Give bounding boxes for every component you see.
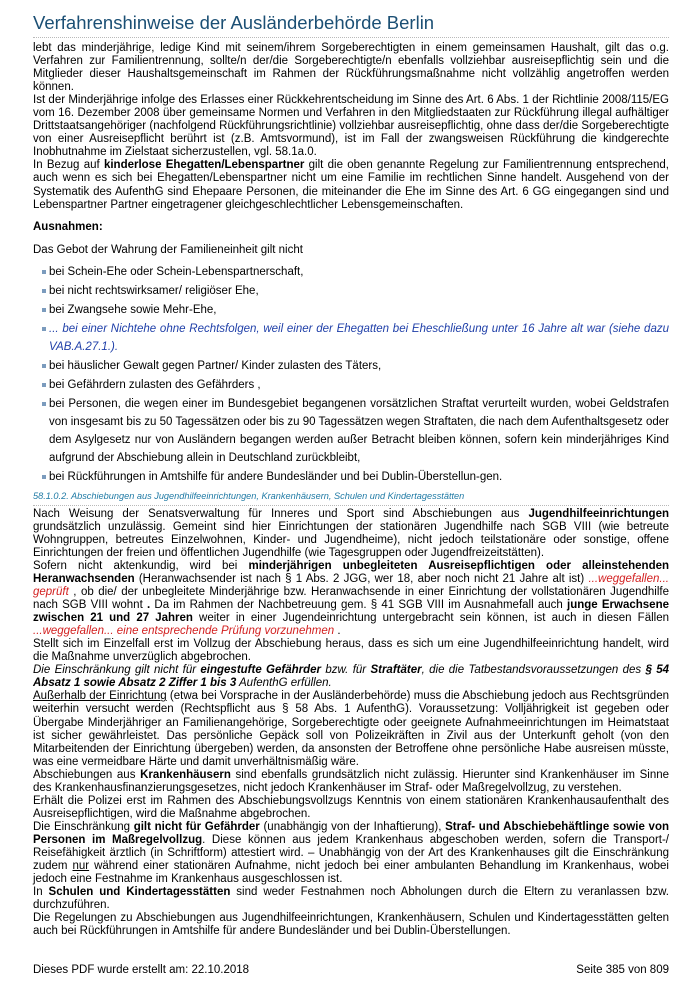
text: sind ebenfalls grundsätzlich nicht zulässig. Hierunter sind Krankenhäuser im Sinne des Krankenhausfinanzierungsgesetzes, nicht jedoch Krankenhäuser im Straf- oder Maßregelvollzug, zu verstehen. xyxy=(33,768,670,794)
gebot-text: Das Gebot der Wahrung der Familieneinheit gilt nicht xyxy=(33,243,303,256)
text: Da im Rahmen der Nachbetreuung gem. § 41 SGB VIII im Ausnahmefall auch xyxy=(150,599,567,612)
bold-text: Krankenhäusern xyxy=(140,768,231,781)
removed-note: ...weggefallen... eine entsprechende Prüfung vorzunehmen xyxy=(33,625,335,638)
list-item xyxy=(33,376,669,394)
footer-created-date: Dieses PDF wurde erstellt am: 22.10.2018 xyxy=(33,964,250,976)
list-item xyxy=(33,357,669,375)
bold-text: junge Erwachsene zwischen 21 und 27 Jahren xyxy=(33,599,669,625)
text: während einer stationären Aufnahme, nicht jedoch bei einer ambulanten Behandlung im Krankenhaus, wobei jedoch eine Festnahme im Krankenhaus ausgeschlossen ist. xyxy=(33,860,669,886)
bullet-square-icon xyxy=(42,289,46,293)
text: sind weder Festnahmen noch Abholungen durch die Eltern zu veranlassen bzw. durchzuführen. xyxy=(33,886,669,912)
text: Abschiebungen aus xyxy=(33,768,141,781)
text: gilt die oben genannte Regelung zur Familientrennung entsprechend, auch wenn es sich bei Ehegatten/Lebenspartner nicht um eine Familie im rechtlichen Sinne handelt. Ausgehend von der Systematik des AufenthG sind Ehepaare Personen, die miteinander die Ehe im Sinne des Art. 6 GG eingegangen sind und Lebenspartner Partner eingetragener gleichgeschlechtlicher Lebensgemeinschaften. xyxy=(33,159,669,211)
section-paragraph xyxy=(33,560,669,638)
list-item xyxy=(33,395,669,467)
text: AufenthG erfüllen. xyxy=(236,677,332,690)
bold-text: minderjährigen unbegleiteten Ausreisepflichtigen oder alleinstehenden Heranwachsenden xyxy=(33,559,670,585)
bullet-square-icon xyxy=(42,308,46,312)
section-paragraph xyxy=(33,821,669,886)
bold-text: § 54 Absatz 1 sowie Absatz 2 Ziffer 1 bis 3 xyxy=(33,664,669,690)
document-body xyxy=(33,42,669,938)
bullet-square-icon xyxy=(42,270,46,274)
text: . xyxy=(334,625,341,638)
bullet-square-icon xyxy=(42,383,46,387)
text: bzw. für xyxy=(321,664,371,677)
list-item-text: bei Rückführungen in Amtshilfe für andere Bundesländer und bei Dublin-Überstellun-gen. xyxy=(49,470,503,483)
text: Sofern nicht aktenkundig, wird bei xyxy=(33,559,249,572)
list-item-text: bei nicht rechtswirksamer/ religiöser Ehe, xyxy=(49,284,259,297)
section-paragraph: Die Regelungen zu Abschiebungen aus Jugendhilfeeinrichtungen, Krankenhäusern, Schulen und Kindertagesstätten gelten auch bei Rückführungen in Amtshilfe für andere Bundesländer und bei Dublin-Überstellungen. xyxy=(33,912,669,938)
section-paragraph xyxy=(33,886,669,912)
section-paragraph xyxy=(33,769,669,795)
bold-text: Jugendhilfeeinrichtungen xyxy=(528,507,669,520)
text: In Bezug auf xyxy=(33,159,104,172)
list-item xyxy=(33,282,669,300)
list-item-text: bei Zwangsehe sowie Mehr-Ehe, xyxy=(49,303,217,316)
list-item-text: bei Schein-Ehe oder Schein-Lebenspartnerschaft, xyxy=(49,265,304,278)
bullet-square-icon xyxy=(42,327,46,331)
removed-note: ...weggefallen... geprüft xyxy=(33,572,669,599)
section-paragraph: Erhält die Polizei erst im Rahmen des Abschiebungsvollzugs Kenntnis von einem stationären Krankenhausaufenthalt des Ausreisepflichtigen, wird die Maßnahme abgebrochen. xyxy=(33,794,669,820)
text: Die Einschränkung gilt nicht für xyxy=(33,664,201,677)
section-paragraph xyxy=(33,664,669,690)
text: In xyxy=(33,886,49,899)
list-item xyxy=(33,468,669,486)
text: Nach Weisung der Senatsverwaltung für Inneres und Sport sind Abschiebungen aus xyxy=(33,507,529,520)
exception-list xyxy=(33,263,669,486)
list-item-text: bei Personen, die wegen einer im Bundesgebiet begangenen vorsätzlichen Straftat verurteilt wurden, wobei Geldstrafen von insgesamt bis zu 50 Tagessätzen oder bis zu 90 Tagessätzen wegen Straftaten, die nach dem Aufenthaltsgesetz oder dem Asylgesetz nur von Ausländern begangen werden außer Betracht bleiben können, sofern kein minderjähriges Kind aufgrund der Abschiebung allein in Deutschland zurückbleibt, xyxy=(49,397,669,464)
text: grundsätzlich unzulässig. Gemeint sind hier Einrichtungen der stationären Jugendhilfe nach SGB VIII (wie betreute Wohngruppen, betreutes Einzelwohnen, Kinder- und Jugendheime), nicht jedoch teilstationäre oder sonstige, offene Einrichtungen der freien und öffentlichen Jugendhilfe (wie Tagesgruppen oder Jugendfreizeitstätten). xyxy=(33,520,669,559)
bold-text: Straf- und Abschiebehäftlinge sowie von Personen im Maßregelvollzug xyxy=(33,820,669,846)
section-paragraph xyxy=(33,508,669,560)
list-item-note: ... bei einer Nichtehe ohne Rechtsfolgen, weil einer der Ehegatten bei Eheschließung unter 16 Jahre alt war (siehe dazu VAB.A.27.1.). xyxy=(49,322,669,353)
bold-text: eingestufte Gefährder xyxy=(200,664,322,677)
text: (unabhängig von der Inhaftierung), xyxy=(259,820,446,833)
text: , die die Tatbestandsvoraussetzungen des xyxy=(421,664,646,677)
bullet-square-icon xyxy=(42,402,46,406)
text: (Heranwachsender ist nach § 1 Abs. 2 JGG, wer 18, aber noch nicht 21 Jahre alt ist) xyxy=(134,572,589,585)
bold-text: Schulen und Kindertagesstätten xyxy=(48,886,231,899)
list-item xyxy=(33,320,669,356)
bullet-square-icon xyxy=(42,364,46,368)
footer-page-number: Seite 385 von 809 xyxy=(576,964,669,976)
bold-text: . xyxy=(146,599,151,612)
text: weiter in einer Jugendeinrichtung untergebracht sein können, ist auch in diesen Fällen xyxy=(192,612,669,625)
list-item xyxy=(33,263,669,281)
bullet-square-icon xyxy=(42,475,46,479)
section-paragraph: Stellt sich im Einzelfall erst im Vollzug der Abschiebung heraus, dass es sich um eine Jugendhilfeeinrichtung handelt, wird die Maßnahme unverzüglich abgebrochen. xyxy=(33,638,669,664)
bold-text: Straftäter xyxy=(370,664,422,677)
page-header-title: Verfahrenshinweise der Ausländerbehörde Berlin xyxy=(33,12,669,38)
section-paragraph xyxy=(33,690,669,768)
text: (etwa bei Vorsprache in der Ausländerbehörde) muss die Abschiebung jedoch aus Rechtsgründen weiterhin versucht werden (Rechtspflicht aus § 58 Abs. 1 AufenthG). Voraussetzung: Volljährigkeit ist gegeben oder Übergabe Minderjähriger an Familienangehörige, Sorgeberechtigte oder geeignete Aufnahmeeinrichtungen im Heimatstaat ist sicher gewährleistet. Das persönliche Gepäck soll von Polizeikräften in Zivil aus der Unterkunft geholt (von den Mitarbeitenden der Einrichtung übergeben) werden, da ansonsten der Betroffene ohne persönliche Habe ausreisen müsste, was eine vermeidbare Härte und damit unverhältnismäßig wäre. xyxy=(33,690,669,768)
list-item xyxy=(33,301,669,319)
paragraph-3 xyxy=(33,159,669,211)
text: , ob die/ der unbegleitete Minderjährige bzw. Heranwachsende in einer Einrichtung der vollstationären Jugendhilfe nach SGB VIII wohnt xyxy=(33,586,669,612)
underlined-text: Außerhalb der Einrichtung xyxy=(33,690,167,703)
list-item-text: bei Gefährdern zulasten des Gefährders , xyxy=(49,378,261,391)
paragraph-1: lebt das minderjährige, ledige Kind mit seinem/ihrem Sorgeberechtigten in einem gemeinsamen Haushalt, gilt das o.g. Verfahren zur Familientrennung, sollte/n der/die Sorgeberechtigte/n ebenfalls vollziehbar ausreisepflichtig sein und die Mitglieder dieser Haushaltsgemeinschaft im Rahmen der Rückführungsmaßnahme nicht vollzählig angetroffen werden können. xyxy=(33,42,669,94)
text: Die Einschränkung xyxy=(33,820,134,833)
text: . Diese können aus jedem Krankenhaus abgeschoben werden, sofern die Transport-/ Reisefähigkeit ärztlich (in Schriftform) attestiert wird. – Unabhängig von der Art des Krankenhauses gilt die Einschränkung zudem xyxy=(33,833,669,873)
section-subheading: 58.1.0.2. Abschiebungen aus Jugendhilfeeinrichtungen, Krankenhäusern, Schulen und Kindertagesstätten xyxy=(33,490,669,506)
bold-text: kinderlose Ehegatten/Lebenspartner xyxy=(103,159,305,172)
bold-text: gilt nicht für Gefährder xyxy=(133,820,260,833)
underlined-text: nur xyxy=(72,860,90,873)
list-item-text: bei häuslicher Gewalt gegen Partner/ Kinder zulasten des Täters, xyxy=(49,359,382,372)
paragraph-2: Ist der Minderjährige infolge des Erlasses einer Rückkehrentscheidung im Sinne des Art. 6 Abs. 1 der Richtlinie 2008/115/EG vom 16. Dezember 2008 über gemeinsame Normen und Verfahren in den Mitgliedstaaten zur Rückführung illegal aufhältiger Drittstaatsangehöriger (nachfolgend Rückführungsrichtlinie) vollziehbar ausreisepflichtig, ohne dass der/die Sorgeberechtigte von einer Ausreisepflicht berührt ist (z.B. Amtsvormund), ist im Fall der zwangsweisen Rückführung die kindgerechte Inobhutnahme im Zielstaat sicherzustellen, vgl. 58.1a.0. xyxy=(33,94,669,159)
ausnahmen-heading: Ausnahmen: xyxy=(33,220,103,233)
